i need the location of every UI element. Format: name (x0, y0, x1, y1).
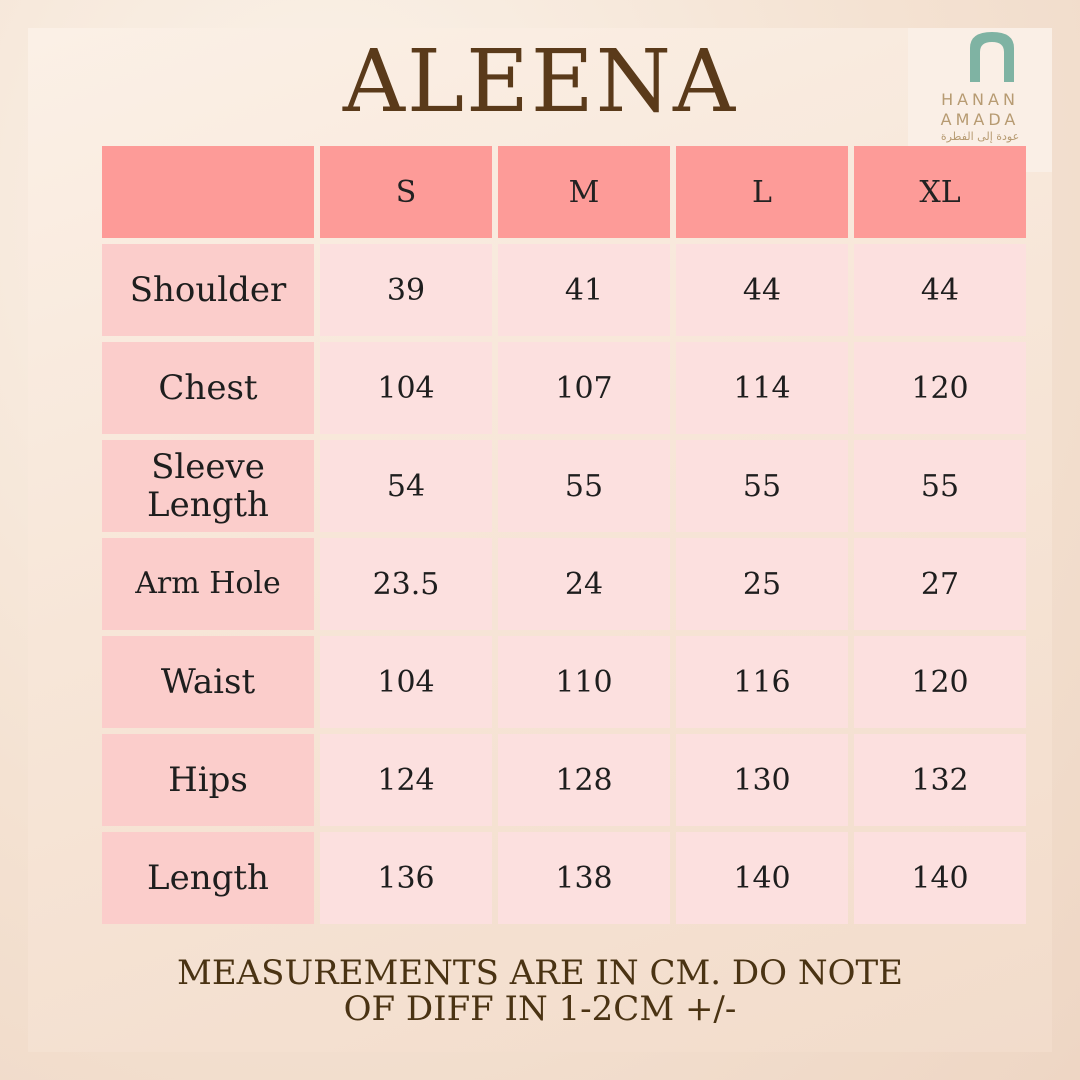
table-cell: 104 (320, 636, 492, 728)
row-label: Length (102, 832, 314, 924)
table-cell: 39 (320, 244, 492, 336)
table-cell: 116 (676, 636, 848, 728)
table-cell: 104 (320, 342, 492, 434)
table-cell: 114 (676, 342, 848, 434)
table-cell: 130 (676, 734, 848, 826)
table-row (102, 342, 1026, 434)
measurement-note (0, 955, 1080, 1027)
column-header: XL (854, 146, 1026, 238)
table-cell: 55 (676, 440, 848, 532)
row-label: Chest (102, 342, 314, 434)
header-row (102, 146, 1026, 238)
table-cell: 132 (854, 734, 1026, 826)
table-cell: 23.5 (320, 538, 492, 630)
table-cell: 27 (854, 538, 1026, 630)
column-header: S (320, 146, 492, 238)
table-row (102, 538, 1026, 630)
table-cell: 138 (498, 832, 670, 924)
table-row (102, 244, 1026, 336)
column-header: M (498, 146, 670, 238)
product-title: ALEENA (342, 32, 738, 132)
table-cell: 44 (676, 244, 848, 336)
header-corner (102, 146, 314, 238)
table-row (102, 636, 1026, 728)
table-cell: 55 (854, 440, 1026, 532)
table-cell: 41 (498, 244, 670, 336)
table-cell: 120 (854, 636, 1026, 728)
column-header: L (676, 146, 848, 238)
size-chart-table (96, 140, 1032, 930)
arch-door-icon (968, 30, 1016, 82)
row-label: Hips (102, 734, 314, 826)
table-cell: 110 (498, 636, 670, 728)
table-cell: 44 (854, 244, 1026, 336)
note-line: OF DIFF IN 1-2CM +/- (343, 989, 737, 1029)
row-label: Shoulder (102, 244, 314, 336)
table-row (102, 734, 1026, 826)
row-label: Sleeve Length (102, 440, 314, 532)
brand-tagline: عودة إلى الفطرة (940, 130, 1020, 143)
table-cell: 120 (854, 342, 1026, 434)
table-cell: 124 (320, 734, 492, 826)
brand-name-line2: AMADA (940, 110, 1020, 129)
table-cell: 25 (676, 538, 848, 630)
table-cell: 128 (498, 734, 670, 826)
table-row (102, 832, 1026, 924)
table-row (102, 440, 1026, 532)
table-cell: 140 (676, 832, 848, 924)
table-cell: 107 (498, 342, 670, 434)
table-cell: 140 (854, 832, 1026, 924)
row-label: Waist (102, 636, 314, 728)
row-label: Arm Hole (102, 538, 314, 630)
table-cell: 55 (498, 440, 670, 532)
table-cell: 136 (320, 832, 492, 924)
note-line: MEASUREMENTS ARE IN CM. DO NOTE (177, 953, 903, 993)
table-cell: 24 (498, 538, 670, 630)
table-cell: 54 (320, 440, 492, 532)
brand-name-line1: HANAN (941, 90, 1019, 109)
